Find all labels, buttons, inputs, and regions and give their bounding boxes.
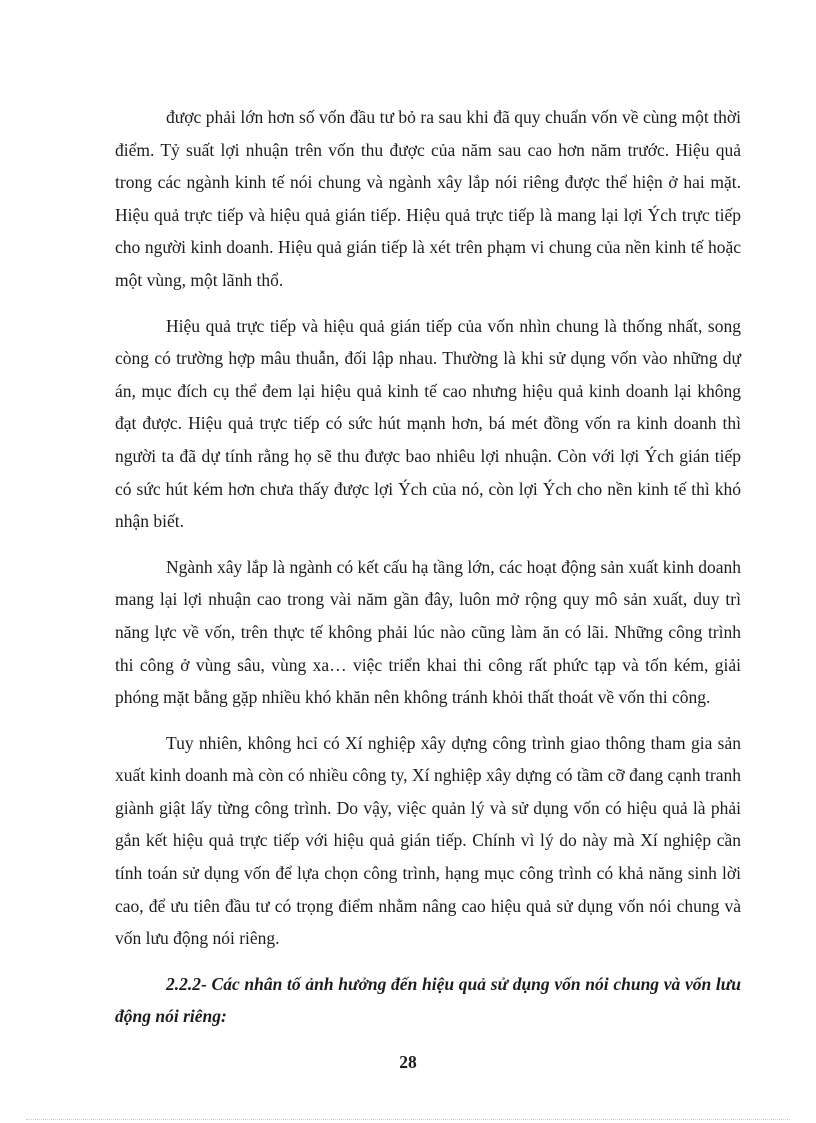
page-number: 28 <box>399 1052 417 1072</box>
section-heading: 2.2.2- Các nhân tố ảnh hưởng đến hiệu quả sử dụng vốn nói chung và vốn lưu động nói riêng: <box>115 973 741 1027</box>
paragraph-1: được phải lớn hơn số vốn đầu tư bỏ ra sau khi đã quy chuẩn vốn về cùng một thời điểm. Tỷ suất lợi nhuận trên vốn thu được của năm sau cao hơn năm trước. Hiệu quả trong các ngành kinh tế nói chung và ngành xây lắp nói riêng được thể hiện ở hai mặt. Hiệu quả trực tiếp và hiệu quả gián tiếp. Hiệu quả trực tiếp là mang lại lợi Ých trực tiếp cho người kinh doanh. Hiệu quả gián tiếp là xét trên phạm vi chung của nền kinh tế hoặc một vùng, một lãnh thổ. <box>115 107 741 290</box>
paragraph-3: Ngành xây lắp là ngành có kết cấu hạ tầng lớn, các hoạt động sản xuất kinh doanh mang lại lợi nhuận cao trong vài năm gần đây, luôn mở rộng quy mô sản xuất, duy trì năng lực về vốn, trên thực tế không phải lúc nào cũng làm ăn có lãi. Những công trình thi công ở vùng sâu, vùng xa… việc triển khai thi công rất phức tạp và tốn kém, giải phóng mặt bằng gặp nhiều khó khăn nên không tránh khỏi thất thoát về vốn thi công. <box>115 556 741 708</box>
document-body <box>115 101 741 1033</box>
paragraph-4: Tuy nhiên, không hcỉ có Xí nghiệp xây dựng công trình giao thông tham gia sản xuất kinh doanh mà còn có nhiều công ty, Xí nghiệp xây dựng có tầm cỡ đang cạnh tranh giành giật lấy từng công trình. Do vậy, việc quản lý và sử dụng vốn có hiệu quả là phải gắn kết hiệu quả trực tiếp với hiệu quả gián tiếp. Chính vì lý do này mà Xí nghiệp cần tính toán sử dụng vốn để lựa chọn công trình, hạng mục công trình có khả năng sinh lời cao, để ưu tiên đầu tư có trọng điểm nhằm nâng cao hiệu quả sử dụng vốn nói chung và vốn lưu động nói riêng. <box>115 732 741 949</box>
paragraph-2: Hiệu quả trực tiếp và hiệu quả gián tiếp của vốn nhìn chung là thống nhất, song còng có trường hợp mâu thuẫn, đối lập nhau. Thường là khi sử dụng vốn vào những dự án, mục đích cụ thể đem lại hiệu quả kinh tế cao nhưng hiệu quả kinh doanh lại không đạt được. Hiệu quả trực tiếp có sức hút mạnh hơn, bá mét đồng vốn ra kinh doanh thì người ta đã dự tính rằng họ sẽ thu được bao nhiêu lợi nhuận. Còn với lợi Ých gián tiếp có sức hút kém hơn chưa thấy được lợi Ých của nó, còn lợi Ých cho nền kinh tế thì khó nhận biết. <box>115 315 741 532</box>
footer-divider <box>26 1119 790 1120</box>
